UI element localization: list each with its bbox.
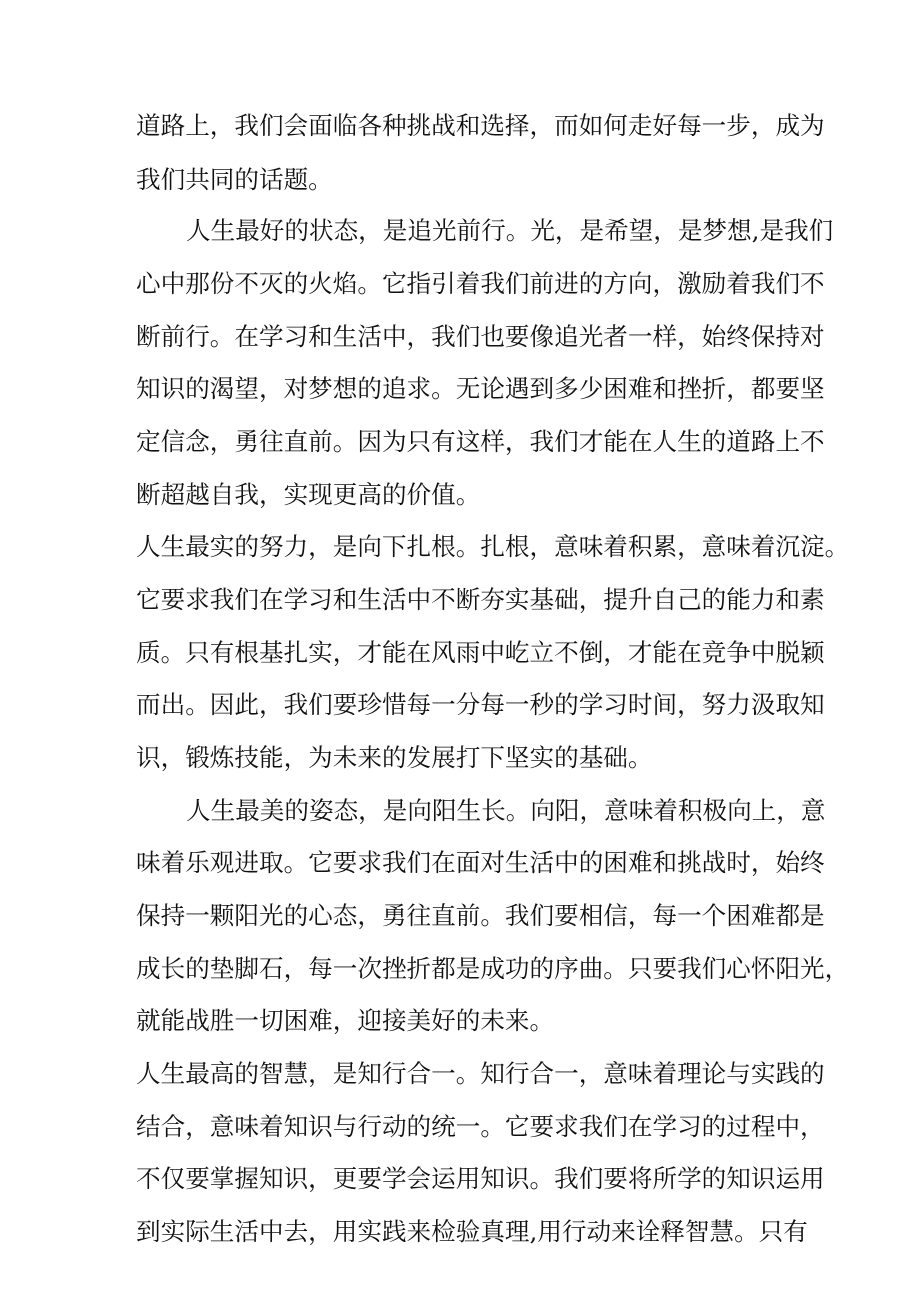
- text-line: 人生最实的努力，是向下扎根。扎根，意味着积累，意味着沉淀。: [136, 532, 850, 561]
- text-line: 味着乐观进取。它要求我们在面对生活中的困难和挑战时，始终: [136, 848, 825, 877]
- text-line: 人生最高的智慧，是知行合一。知行合一，意味着理论与实践的: [136, 1059, 825, 1088]
- text-line: 定信念，勇往直前。因为只有这样，我们才能在人生的道路上不: [136, 427, 825, 456]
- text-line: 我们共同的话题。: [136, 165, 333, 194]
- text-line: 保持一颗阳光的心态，勇往直前。我们要相信，每一个困难都是: [136, 901, 825, 930]
- text-line: 人生最美的姿态，是向阳生长。向阳，意味着积极向上，意: [186, 796, 826, 825]
- text-line: 知识的渴望，对梦想的追求。无论遇到多少困难和挫折，都要坚: [136, 374, 825, 403]
- text-line: 就能战胜一切困难，迎接美好的未来。: [136, 1006, 555, 1035]
- text-line: 断前行。在学习和生活中，我们也要像追光者一样，始终保持对: [136, 322, 825, 351]
- text-line: 人生最好的状态，是追光前行。光，是希望，是梦想,是我们: [186, 216, 834, 245]
- text-line: 断超越自我，实现更高的价值。: [136, 480, 481, 509]
- text-line: 道路上，我们会面临各种挑战和选择，而如何走好每一步，成为: [136, 111, 825, 140]
- text-line: 它要求我们在学习和生活中不断夯实基础，提升自己的能力和素: [136, 585, 825, 614]
- text-line: 结合，意味着知识与行动的统一。它要求我们在学习的过程中，: [136, 1112, 825, 1141]
- text-line: 识，锻炼技能，为未来的发展打下坚实的基础。: [136, 743, 653, 772]
- text-line: 而出。因此，我们要珍惜每一分每一秒的学习时间，努力汲取知: [136, 690, 825, 719]
- text-line: 不仅要掌握知识，更要学会运用知识。我们要将所学的知识运用: [136, 1164, 825, 1193]
- text-line: 到实际生活中去，用实践来检验真理,用行动来诠释智慧。只有: [136, 1217, 808, 1246]
- text-line: 质。只有根基扎实，才能在风雨中屹立不倒，才能在竞争中脱颖: [136, 638, 825, 667]
- text-line: 成长的垫脚石，每一次挫折都是成功的序曲。只要我们心怀阳光，: [136, 954, 850, 983]
- text-line: 心中那份不灭的火焰。它指引着我们前进的方向，激励着我们不: [136, 269, 825, 298]
